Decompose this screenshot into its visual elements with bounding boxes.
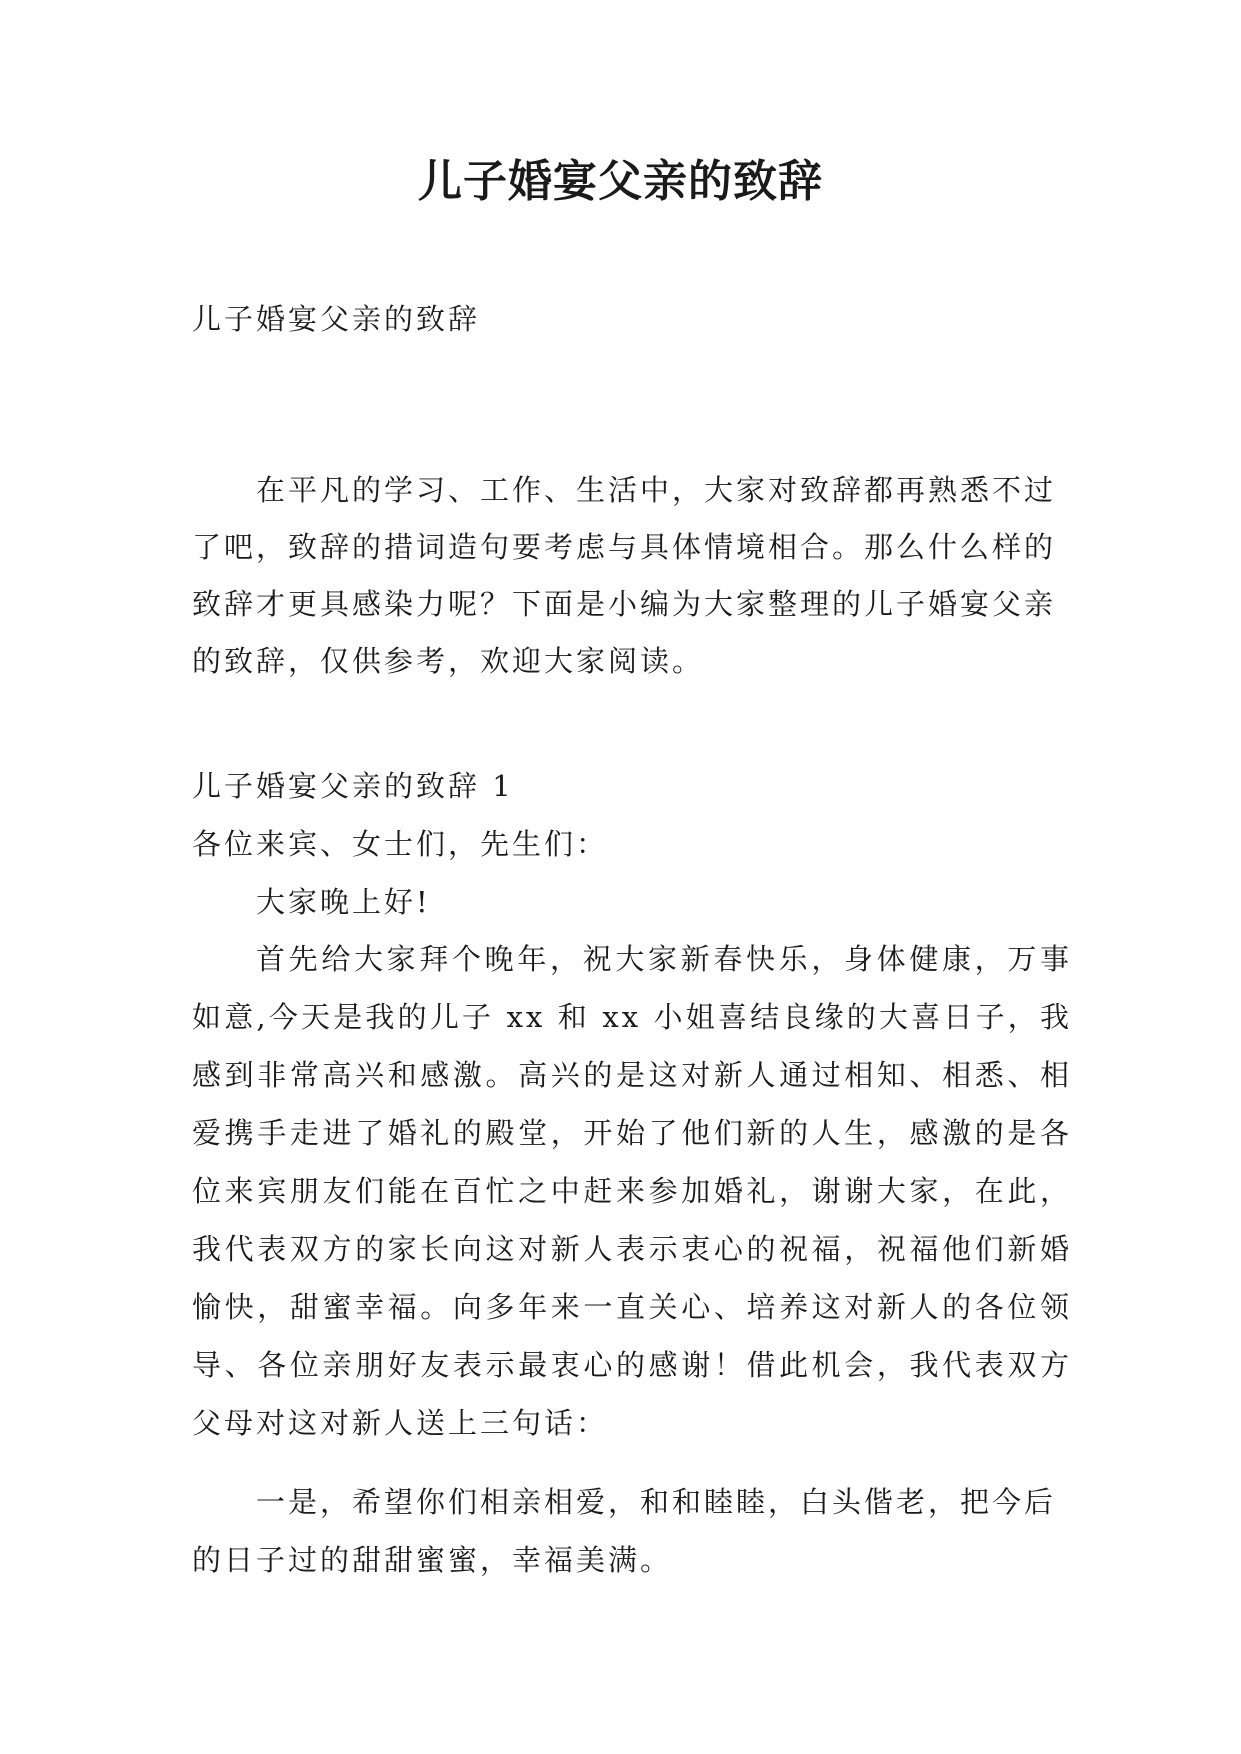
section-heading: 儿子婚宴父亲的致辞 1: [192, 769, 514, 803]
wish-paragraph-one: 一是，希望你们相亲相爱，和和睦睦，白头偕老，把今后的日子过的甜甜蜜蜜，幸福美满。: [192, 1485, 1057, 1577]
greeting: 大家晚上好!: [256, 885, 431, 919]
document-title: 儿子婚宴父亲的致辞: [418, 156, 823, 207]
document-subtitle: 儿子婚宴父亲的致辞: [192, 302, 481, 336]
main-paragraph: 首先给大家拜个晚年，祝大家新春快乐，身体健康，万事如意,今天是我的儿子 xx 和 xx 小姐喜结良缘的大喜日子，我感到非常高兴和感激。高兴的是这对新人通过相知、相悉、相爱携手走进了婚礼的殿堂，开始了他们新的人生，感激的是各位来宾朋友们能在百忙之中赶来参加婚礼，谢谢大家，在此，我代表双方的家长向这对新人表示衷心的祝福，祝福他们新婚愉快，甜蜜幸福。向多年来一直关心、培养这对新人的各位领导、各位亲朋好友表示最衷心的感谢！借此机会，我代表双方父母对这对新人送上三句话：: [192, 942, 1072, 1440]
intro-paragraph: 在平凡的学习、工作、生活中，大家对致辞都再熟悉不过了吧，致辞的措词造句要考虑与具体情境相合。那么什么样的致辞才更具感染力呢？下面是小编为大家整理的儿子婚宴父亲的致辞，仅供参考，欢迎大家阅读。: [192, 473, 1057, 678]
salutation: 各位来宾、女士们，先生们：: [192, 827, 609, 861]
